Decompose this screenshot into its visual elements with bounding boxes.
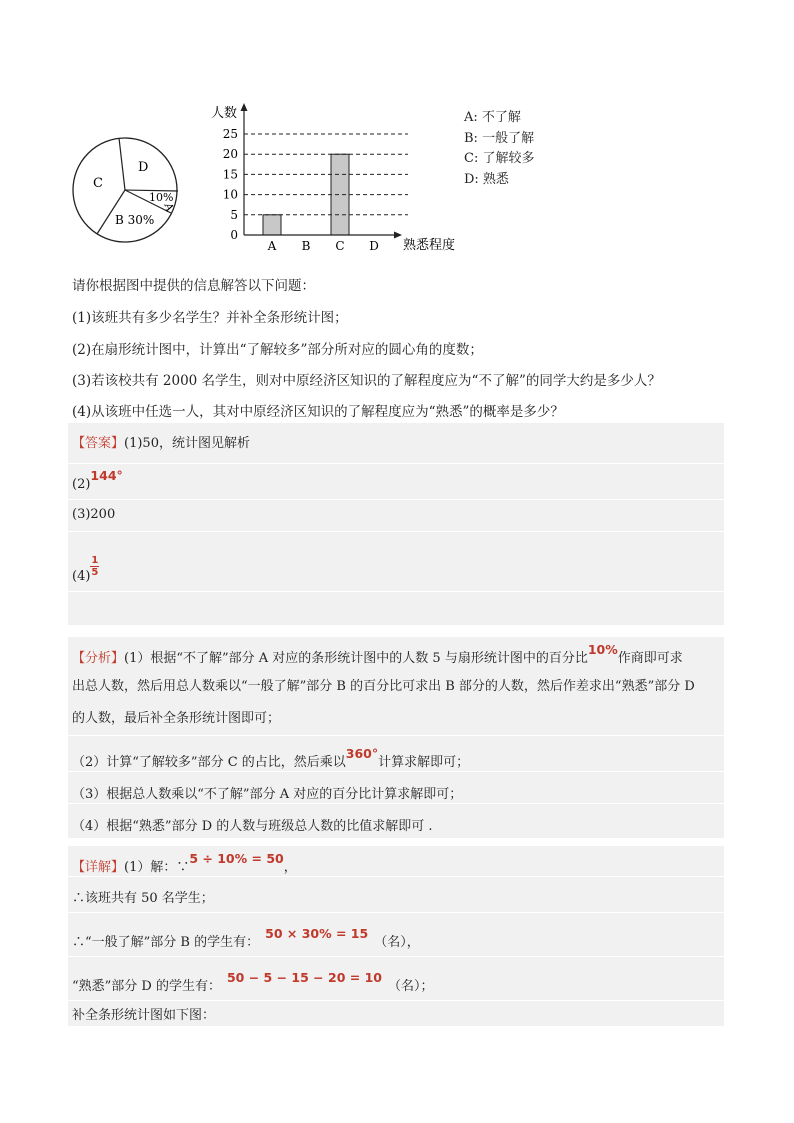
analysis-section: [68, 637, 724, 838]
detail-text-1a: (1）解：∵: [124, 860, 190, 875]
pie-label-c: C: [93, 176, 103, 191]
analysis-line-2: 出总人数，然后用总人数乘以“一般了解”部分 B 的百分比可求出 B 部分的人数，然后作差求出“熟悉”部分 D: [72, 679, 695, 694]
legend-item-c: C: 了解较多: [464, 151, 535, 166]
pie-label-a-pct: 10%: [149, 191, 174, 204]
detail-expression-3: 50 − 5 − 15 − 20 = 10: [226, 970, 382, 985]
analysis-line-4: [72, 746, 470, 770]
detail-expression-2: 50 × 30% = 15: [265, 926, 369, 941]
fraction-denominator: 5: [91, 567, 99, 578]
y-axis-arrow: [241, 103, 248, 111]
analysis-line-6: （4）根据“熟悉”部分 D 的人数与班级总人数的比值求解即可 .: [72, 819, 433, 834]
detail-text-3b: （名），: [374, 935, 420, 950]
x-tick-label-c: C: [335, 239, 345, 253]
y-tick-label: 20: [222, 147, 238, 162]
question-2: (2)在扇形统计图中，计算出“了解较多”部分所对应的圆心角的度数；: [72, 342, 483, 358]
answer-4: [72, 555, 99, 588]
legend-item-b: B: 一般了解: [464, 130, 535, 146]
x-axis-arrow: [394, 232, 402, 239]
analysis-percent: 10%: [587, 642, 618, 657]
answer-3: (3)200: [72, 507, 116, 522]
pie-label-a: A: [161, 201, 177, 214]
analysis-text-1a: (1）根据“不了解”部分 A 对应的条形统计图中的人数 5 与扇形统计图中的百分比: [124, 651, 588, 666]
detail-line-5: 补全条形统计图如下图：: [72, 1008, 216, 1023]
analysis-text-1b: 作商即可求: [617, 651, 683, 666]
pie-chart: [68, 134, 184, 246]
detail-expression-1: 5 ÷ 10% = 50: [189, 851, 284, 866]
y-axis-label: 人数: [211, 106, 238, 121]
detail-tag: 【详解】: [72, 860, 125, 875]
answer-1-text: (1)50，统计图见解析: [124, 436, 250, 451]
bar-a: [263, 215, 281, 235]
answer-section: [68, 423, 724, 625]
question-intro: 请你根据图中提供的信息解答以下问题：: [72, 278, 315, 294]
detail-line-3: [72, 926, 420, 950]
analysis-line-3: 的人数，最后补全条形统计图即可；: [72, 711, 281, 726]
analysis-line-5: （3）根据总人数乘以“不了解”部分 A 对应的百分比计算求解即可；: [72, 787, 463, 802]
analysis-text-2b: 计算求解即可；: [378, 755, 470, 770]
bar-c: [331, 154, 349, 235]
analysis-tag: 【分析】: [72, 651, 125, 666]
y-tick-label: 0: [230, 228, 238, 242]
y-tick-label: 15: [222, 167, 238, 182]
fraction-numerator: 1: [91, 555, 99, 566]
y-tick-label: 5: [230, 207, 238, 222]
question-4: (4)从该班中任选一人，其对中原经济区知识的了解程度应为“熟悉”的概率是多少？: [72, 404, 564, 420]
question-3: (3)若该校共有 2000 名学生，则对中原经济区知识的了解程度应为“不了解”的同学大约是多少人？: [72, 373, 661, 389]
detail-line-4: [72, 970, 434, 994]
answer-2-value: 144°: [90, 468, 123, 483]
analysis-line-1: [72, 642, 683, 666]
answer-tag: 【答案】: [72, 436, 125, 451]
detail-line-2: ∴该班共有 50 名学生；: [72, 891, 214, 906]
x-tick-label-b: B: [301, 239, 311, 253]
pie-label-d: D: [138, 160, 149, 175]
detail-text-4a: “熟悉”部分 D 的学生有：: [72, 979, 221, 994]
x-tick-label-a: A: [267, 239, 277, 253]
y-tick-label: 25: [222, 127, 238, 141]
answer-2: [72, 468, 123, 492]
x-axis-label: 熟悉程度: [403, 238, 456, 253]
analysis-text-2a: （2）计算“了解较多”部分 C 的占比，然后乘以: [72, 755, 346, 770]
detail-text-3a: ∴“一般了解”部分 B 的学生有：: [72, 935, 260, 950]
y-tick-label: 10: [222, 187, 238, 202]
legend-item-a: A: 不了解: [464, 110, 521, 125]
legend-item-d: D: 熟悉: [464, 171, 509, 187]
answer-1: [72, 432, 250, 451]
question-1: (1)该班共有多少名学生？并补全条形统计图；: [72, 310, 348, 326]
legend: [464, 108, 534, 190]
x-tick-label-d: D: [369, 239, 379, 253]
answer-4-label: (4): [72, 569, 91, 584]
analysis-degree: 360°: [345, 746, 379, 761]
bar-chart: [200, 100, 462, 260]
answer-4-fraction: [90, 555, 99, 578]
pie-label-b: B 30%: [115, 213, 155, 227]
detail-line-1: [72, 851, 297, 875]
detail-text-1b: ，: [283, 860, 297, 875]
answer-2-label: (2): [72, 477, 91, 492]
detail-text-4b: （名）；: [387, 979, 434, 994]
